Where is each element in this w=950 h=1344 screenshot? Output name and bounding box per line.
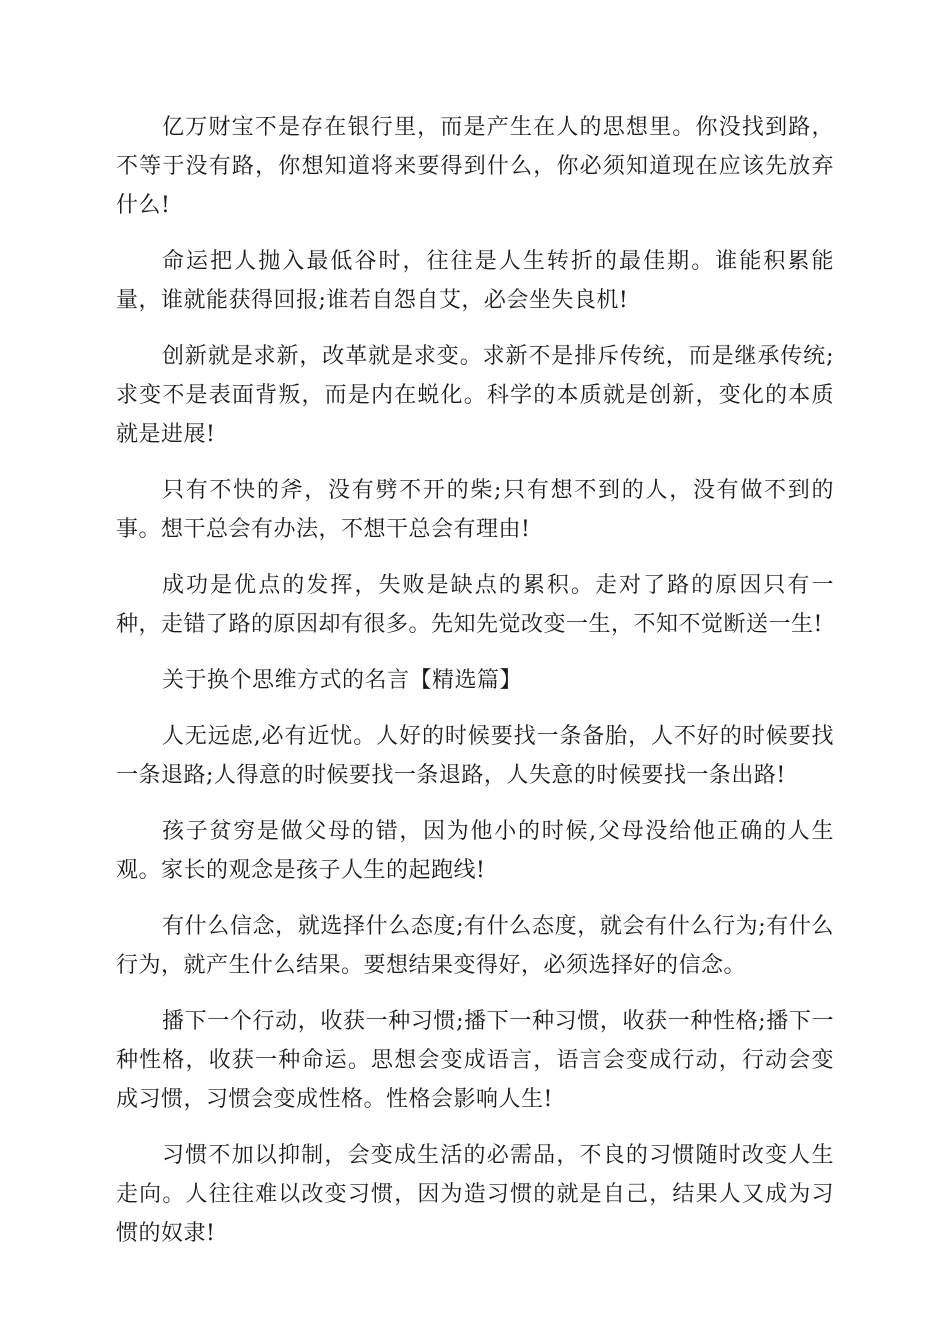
quote-paragraph: 习惯不加以抑制，会变成生活的必需品，不良的习惯随时改变人生走向。人往往难以改变习惯，因为造习惯的就是自己，结果人又成为习惯的奴隶! bbox=[116, 1143, 834, 1246]
quote-paragraph: 人无远虑,必有近忧。人好的时候要找一条备胎，人不好的时候要找一条退路;人得意的时候要找一条退路，人失意的时候要找一条出路! bbox=[116, 724, 834, 788]
quote-paragraph: 创新就是求新，改革就是求变。求新不是排斥传统，而是继承传统;求变不是表面背叛，而是内在蜕化。科学的本质就是创新，变化的本质就是进展! bbox=[116, 344, 834, 447]
quote-paragraph: 只有不快的斧，没有劈不开的柴;只有想不到的人，没有做不到的事。想干总会有办法，不想干总会有理由! bbox=[116, 478, 834, 542]
quote-paragraph: 有什么信念，就选择什么态度;有什么态度，就会有什么行为;有什么行为，就产生什么结果。要想结果变得好，必须选择好的信念。 bbox=[116, 914, 834, 978]
quote-paragraph: 孩子贫穷是做父母的错，因为他小的时候,父母没给他正确的人生观。家长的观念是孩子人生的起跑线! bbox=[116, 819, 834, 883]
quote-paragraph: 播下一个行动，收获一种习惯;播下一种习惯，收获一种性格;播下一种性格，收获一种命运。思想会变成语言，语言会变成行动，行动会变成习惯，习惯会变成性格。性格会影响人生! bbox=[116, 1009, 834, 1112]
section-heading: 关于换个思维方式的名言【精选篇】 bbox=[162, 668, 523, 693]
quote-paragraph: 亿万财宝不是存在银行里，而是产生在人的思想里。你没找到路，不等于没有路，你想知道将来要得到什么，你必须知道现在应该先放弃什么! bbox=[116, 115, 834, 218]
quote-paragraph: 成功是优点的发挥，失败是缺点的累积。走对了路的原因只有一种，走错了路的原因却有很多。先知先觉改变一生，不知不觉断送一生! bbox=[116, 573, 834, 637]
document-body bbox=[116, 108, 834, 1270]
quote-paragraph: 命运把人抛入最低谷时，往往是人生转折的最佳期。谁能积累能量，谁就能获得回报;谁若自怨自艾，必会坐失良机! bbox=[116, 249, 834, 313]
